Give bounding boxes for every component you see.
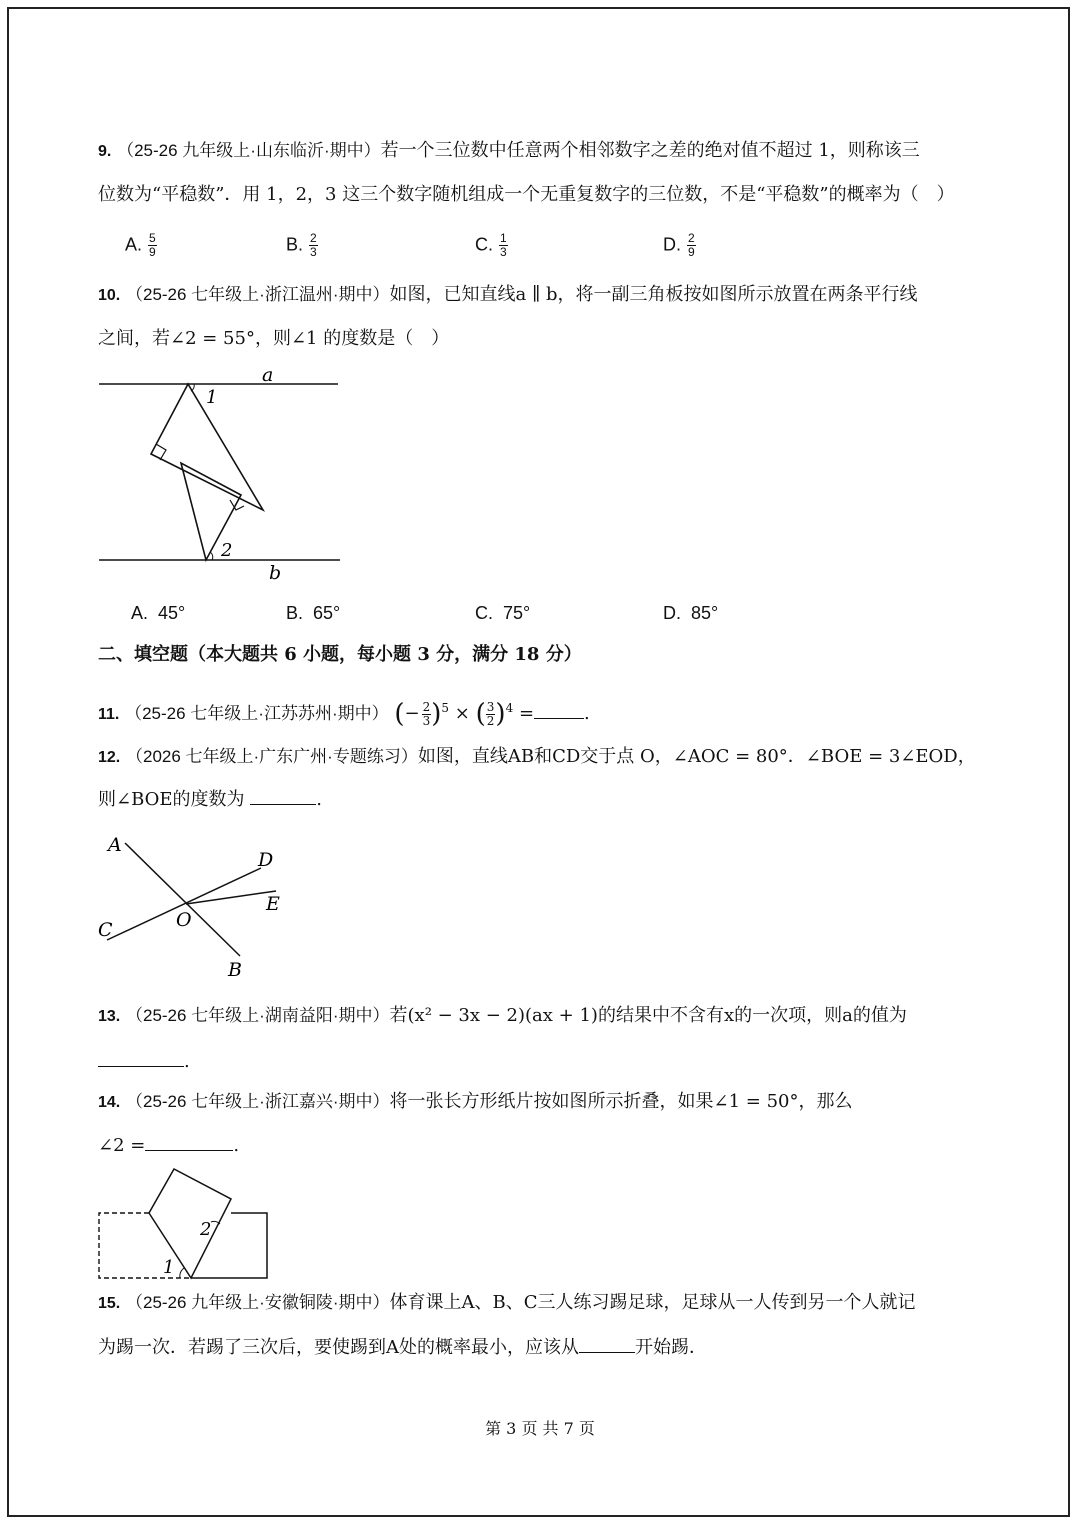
q12-number: 12. bbox=[98, 749, 121, 766]
q13-source: （25-26 七年级上·湖南益阳·期中） bbox=[125, 1006, 390, 1025]
q13-answer-blank[interactable] bbox=[98, 1050, 184, 1067]
q14-number: 14. bbox=[98, 1094, 121, 1111]
q15-text-2: 为踢一次．若踢了三次后，要使踢到A处的概率最小，应该从 bbox=[98, 1337, 579, 1358]
q10-text-2: 之间，若∠2 = 55°，则∠1 的度数是（ ） bbox=[98, 328, 450, 349]
q14-source: （25-26 七年级上·浙江嘉兴·期中） bbox=[125, 1092, 390, 1111]
q10-figure bbox=[96, 360, 346, 585]
q10-line1 bbox=[98, 283, 918, 308]
q13-line1 bbox=[98, 1004, 907, 1029]
q11-number: 11. bbox=[98, 706, 120, 723]
q11-line1: 11. （25-26 七年级上·江苏苏州·期中） (− $\frac{2}{3}$ )$^5$ × ( $\frac{3}{2}$ )$^4$ = . bbox=[98, 699, 590, 729]
q11-source: （25-26 七年级上·江苏苏州·期中） bbox=[125, 704, 389, 723]
q10-label-1: 1 bbox=[206, 387, 218, 408]
q12-label-e: E bbox=[266, 893, 280, 915]
q9-number: 9. bbox=[98, 143, 112, 160]
q15-text-1: 体育课上A、B、C三人练习踢足球，足球从一人传到另一个人就记 bbox=[389, 1292, 916, 1313]
q10-label-b: b bbox=[269, 562, 282, 584]
q9-text-1: 若一个三位数中任意两个相邻数字之差的绝对值不超过 1，则称该三 bbox=[380, 140, 920, 161]
q10-label-2: 2 bbox=[221, 540, 233, 561]
q10-option-b: B. 65° bbox=[286, 603, 341, 623]
q14-line1 bbox=[98, 1090, 852, 1115]
q12-label-a: A bbox=[108, 834, 122, 856]
q14-dashed-outline bbox=[99, 1213, 191, 1278]
q9-option-d: D. $\frac{2}{9}$ bbox=[663, 231, 695, 259]
section-title: 二、填空题（本大题共 6 小题，每小题 3 分，满分 18 分） bbox=[98, 644, 582, 665]
q9-option-b: B. $\frac{2}{3}$ bbox=[286, 231, 317, 259]
q14-folded-flap bbox=[149, 1169, 231, 1278]
q9-text-2: 位数为“平稳数”．用 1，2，3 这三个数字随机组成一个无重复数字的三位数，不是“平稳数”的概率为（ ） bbox=[98, 184, 955, 205]
q14-answer-blank[interactable] bbox=[145, 1134, 233, 1151]
q15-answer-blank[interactable] bbox=[579, 1336, 635, 1353]
q15-source: （25-26 九年级上·安徽铜陵·期中） bbox=[125, 1293, 390, 1312]
q12-line-ab bbox=[125, 843, 240, 956]
q15-line1 bbox=[98, 1291, 916, 1316]
q9-option-c: C. $\frac{1}{3}$ bbox=[475, 231, 507, 259]
q14-text-1: 将一张长方形纸片按如图所示折叠，如果∠1 = 50°，那么 bbox=[389, 1091, 853, 1112]
q10-line2 bbox=[98, 327, 449, 351]
q9-option-a: A. $\frac{5}{9}$ bbox=[125, 231, 156, 259]
q9-line2 bbox=[98, 183, 955, 207]
q15-line2: 为踢一次．若踢了三次后，要使踢到A处的概率最小，应该从 开始踢． bbox=[98, 1337, 707, 1358]
q10-option-d: D. 85° bbox=[663, 603, 719, 623]
q11-answer-blank[interactable] bbox=[534, 702, 584, 719]
q10-number: 10. bbox=[98, 287, 121, 304]
q13-line2: . bbox=[98, 1050, 190, 1074]
q12-label-b: B bbox=[228, 959, 242, 981]
q15-number: 15. bbox=[98, 1295, 121, 1312]
q14-line2: ∠2 = . bbox=[98, 1135, 240, 1156]
q12-answer-blank[interactable] bbox=[250, 788, 316, 805]
page-footer: 第 3 页 共 7 页 bbox=[485, 1419, 595, 1438]
q12-figure bbox=[96, 830, 296, 985]
q12-label-c: C bbox=[98, 919, 113, 941]
q10-label-a: a bbox=[262, 364, 274, 386]
q14-figure bbox=[96, 1162, 276, 1287]
q14-label-2: 2 bbox=[200, 1219, 212, 1240]
q14-label-1: 1 bbox=[163, 1257, 175, 1278]
q9-line1 bbox=[98, 139, 920, 164]
q14-arc-1 bbox=[180, 1268, 184, 1278]
q13-number: 13. bbox=[98, 1008, 121, 1025]
q14-text-2: ∠2 = bbox=[98, 1135, 146, 1156]
q12-text-2: 则∠BOE的度数为 bbox=[98, 789, 245, 810]
q12-source: （2026 七年级上·广东广州·专题练习） bbox=[125, 747, 418, 766]
q13-text-1: 若(x² − 3x − 2)(ax + 1)的结果中不含有x的一次项，则a的值为 bbox=[389, 1005, 907, 1026]
q12-text-1: 如图，直线AB和CD交于点 O，∠AOC = 80°．∠BOE = 3∠EOD， bbox=[417, 746, 976, 767]
q12-line2: 则∠BOE的度数为 . bbox=[98, 789, 323, 810]
q10-text-1: 如图，已知直线a ∥ b，将一副三角板按如图所示放置在两条平行线 bbox=[389, 284, 918, 305]
q12-label-o: O bbox=[176, 909, 192, 931]
q9-source: （25-26 九年级上·山东临沂·期中） bbox=[117, 141, 381, 160]
q10-source: （25-26 七年级上·浙江温州·期中） bbox=[125, 285, 390, 304]
q10-option-c: C. 75° bbox=[475, 603, 531, 623]
q10-option-a: A. 45° bbox=[131, 603, 186, 623]
q12-line1 bbox=[98, 745, 976, 770]
q12-label-d: D bbox=[258, 849, 274, 871]
